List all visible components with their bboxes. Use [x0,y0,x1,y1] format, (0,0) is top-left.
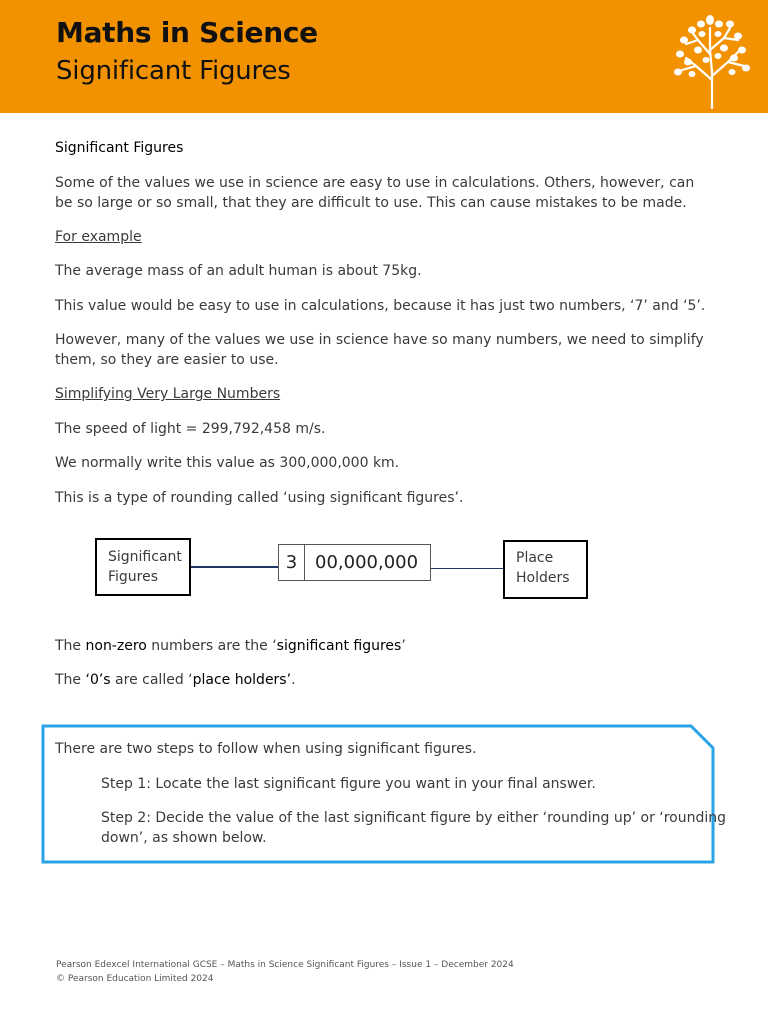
place-label-line1: Place [516,550,554,566]
place-label-line2: Holders [516,570,570,586]
rounding-line: This is a type of rounding called ‘using significant figures’. [55,490,464,506]
footer-citation: Pearson Edexcel International GCSE – Maths in Science Significant Figures – Issue 1 – December 2024 [56,960,514,970]
simplify-paragraph: However, many of the values we use in science have so many numbers, we need to simplify them, so they are easier to use. [55,332,704,368]
significant-digit: 3 [279,545,305,580]
page-subtitle: Significant Figures [56,56,291,86]
speed-of-light-line: The speed of light = 299,792,458 m/s. [55,421,326,437]
zeros-term: ‘0’s [85,672,111,688]
easy-line: This value would be easy to use in calculations, because it has just two numbers, ‘7’ and ‘5’. [55,298,706,314]
significant-figures-box [95,538,191,596]
non-zero-term: non-zero [85,638,147,654]
header-banner [0,0,768,113]
steps-intro: There are two steps to follow when using significant figures. [55,741,477,757]
step-2-line2: down’, as shown below. [101,830,267,846]
significant-figures-term: significant figures [276,638,402,654]
sig-label-line1: Significant [108,549,182,565]
definition-significant: The non-zero numbers are the ‘significant figures’ [55,638,406,654]
number-box [278,544,431,581]
connector-left [191,566,278,568]
large-numbers-heading: Simplifying Very Large Numbers [55,386,281,402]
section-heading: Significant Figures [55,140,184,156]
tree-icon [668,10,752,110]
step-2-line1: Step 2: Decide the value of the last significant figure by either ‘rounding up’ or ‘rounding [101,810,727,826]
normal-value-line: We normally write this value as 300,000,000 km. [55,455,400,471]
example-line: The average mass of an adult human is about 75kg. [55,263,422,279]
page-title: Maths in Science [56,16,318,49]
footer-copyright: © Pearson Education Limited 2024 [56,974,214,984]
sig-label-line2: Figures [108,569,159,585]
place-holders-box [503,540,588,599]
intro-paragraph: Some of the values we use in science are easy to use in calculations. Others, however, can be so large or so small, that they are difficult to use. This can cause mistakes to be made. [55,175,695,211]
connector-right [431,568,503,569]
definition-place-holders: The ‘0’s are called ‘place holders’. [55,672,296,688]
step-1: Step 1: Locate the last significant figure you want in your final answer. [101,776,596,792]
placeholder-digits: 00,000,000 [315,552,419,573]
place-holders-term: place holders’ [192,672,292,688]
example-heading: For example [55,229,142,245]
